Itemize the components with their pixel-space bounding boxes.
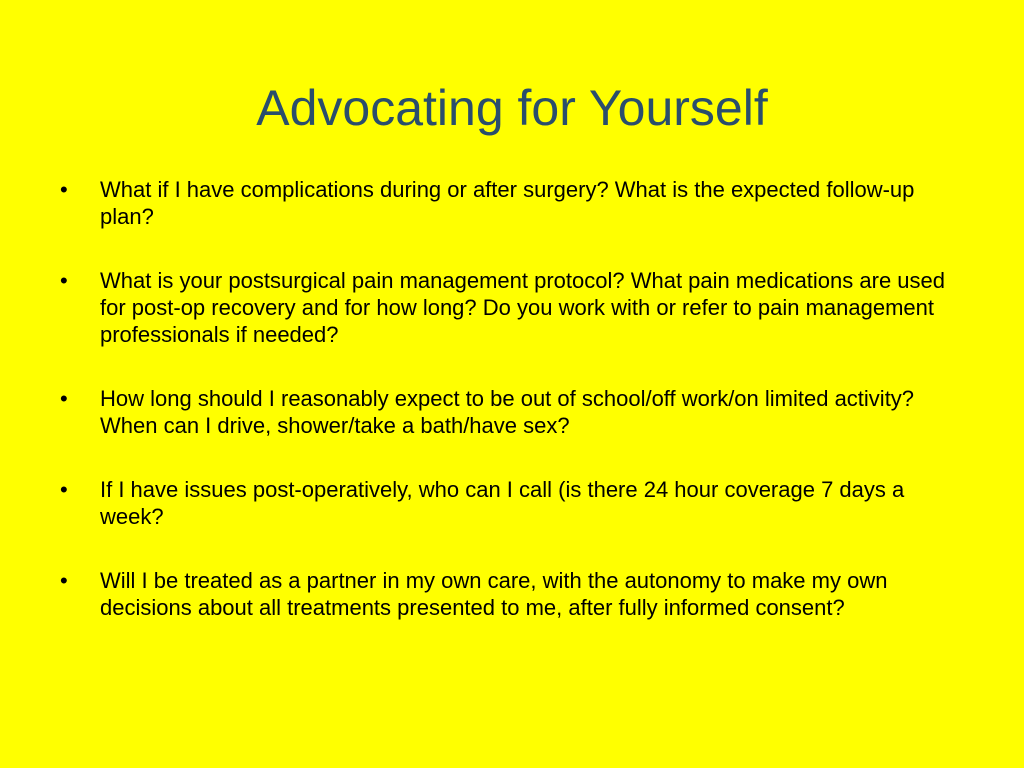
bullet-icon: • <box>60 268 68 293</box>
bullet-icon: • <box>60 386 68 411</box>
bullet-icon: • <box>60 568 68 593</box>
bullet-item <box>58 385 968 439</box>
bullet-item <box>58 567 968 621</box>
bullet-item <box>58 176 968 230</box>
bullet-list <box>58 176 968 658</box>
bullet-text: If I have issues post-operatively, who can I call (is there 24 hour coverage 7 days a week? <box>100 477 905 529</box>
bullet-item <box>58 267 968 348</box>
bullet-icon: • <box>60 477 68 502</box>
bullet-icon: • <box>60 177 68 202</box>
bullet-text: What is your postsurgical pain management protocol? What pain medications are used for post-op recovery and for how long? Do you work with or refer to pain management professionals if needed? <box>100 268 946 347</box>
bullet-item <box>58 476 968 530</box>
bullet-text: Will I be treated as a partner in my own care, with the autonomy to make my own decisions about all treatments presented to me, after fully informed consent? <box>100 568 888 620</box>
slide-title: Advocating for Yourself <box>256 80 768 136</box>
bullet-text: How long should I reasonably expect to be out of school/off work/on limited activity? When can I drive, shower/take a bath/have sex? <box>100 386 915 438</box>
bullet-text: What if I have complications during or after surgery? What is the expected follow-up plan? <box>100 177 915 229</box>
